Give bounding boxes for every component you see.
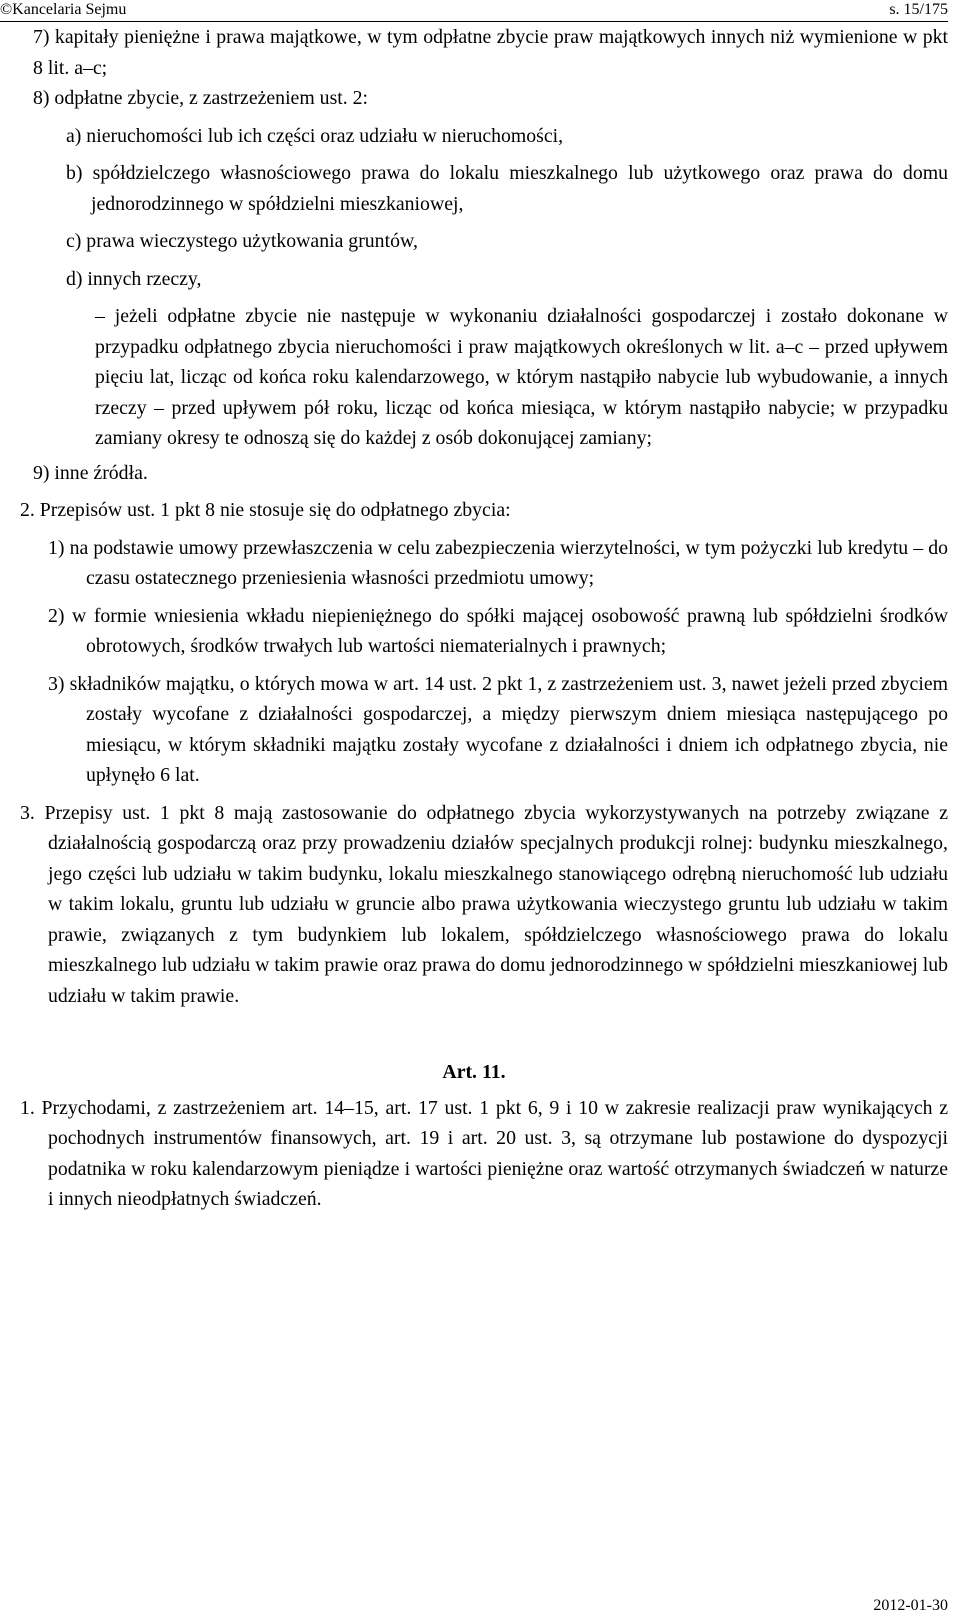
point-8-letter-b: b) spółdzielczego własnościowego prawa do lokalu mieszkalnego lub użytkowego oraz prawa do domu jednorodzinnego w spółdzielni mieszkaniowej, bbox=[66, 162, 948, 215]
point-7: 7) kapitały pieniężne i prawa majątkowe, w tym odpłatne zbycie praw majątkowych innych niż wymienione w pkt 8 lit. a–c; bbox=[33, 26, 948, 79]
point-8-condition: – jeżeli odpłatne zbycie nie następuje w wykonaniu działalności gospodarczej i zostało dokonane w przypadku odpłatnego zbycia nieruchomości i praw majątkowych określonych w lit. a–c – przed upływem pięciu lat, licząc od końca roku kalendarzowego, w którym nastąpiło nabycie lub wybudowanie, a innych rzeczy – przed upływem pół roku, licząc od końca miesiąca, w którym nastąpiło nabycie; w przypadku zamiany okresy te odnoszą się do każdej z osób dokonującej zamiany; bbox=[95, 305, 948, 449]
article-heading: Art. 11. bbox=[442, 1061, 506, 1083]
header-page-number: s. 15/175 bbox=[889, 1, 948, 18]
document-body bbox=[0, 22, 948, 1215]
point-8-letter-c: c) prawa wieczystego użytkowania gruntów, bbox=[66, 230, 418, 252]
header-source: ©Kancelaria Sejmu bbox=[0, 1, 127, 18]
section-2-point-3: 3) składników majątku, o których mowa w art. 14 ust. 2 pkt 1, z zastrzeżeniem ust. 3, nawet jeżeli przed zbyciem zostały wycofane z działalności gospodarczej, a między pierwszym dniem miesiąca następującego po miesiącu, w którym składniki majątku zostały wycofane z działalności i dniem ich odpłatnego zbycia, nie upłynęło 6 lat. bbox=[48, 672, 948, 786]
point-8: 8) odpłatne zbycie, z zastrzeżeniem ust. 2: bbox=[33, 87, 369, 109]
point-8-letter-d: d) innych rzeczy, bbox=[66, 267, 202, 290]
point-8-letter-a: a) nieruchomości lub ich części oraz udziału w nieruchomości, bbox=[66, 124, 564, 147]
section-2-point-2: 2) w formie wniesienia wkładu niepieniężnego do spółki mającej osobowość prawną lub spółdzielni środków obrotowych, środków trwałych lub wartości niematerialnych i prawnych; bbox=[48, 604, 948, 657]
section-2: 2. Przepisów ust. 1 pkt 8 nie stosuje się do odpłatnego zbycia: bbox=[20, 499, 511, 521]
article-11-section-1: 1. Przychodami, z zastrzeżeniem art. 14–15, art. 17 ust. 1 pkt 6, 9 i 10 w zakresie realizacji praw wynikających z pochodnych instrumentów finansowych, art. 19 i art. 20 ust. 3, są otrzymane lub postawione do dyspozycji podatnika w roku kalendarzowym pieniądze i wartości pieniężne oraz wartość otrzymanych świadczeń w naturze i innych nieodpłatnych świadczeń. bbox=[20, 1096, 948, 1210]
point-9: 9) inne źródła. bbox=[33, 461, 148, 484]
footer-date: 2012-01-30 bbox=[873, 1597, 948, 1614]
section-3: 3. Przepisy ust. 1 pkt 8 mają zastosowanie do odpłatnego zbycia wykorzystywanych na potrzeby związane z działalnością gospodarczą oraz przy prowadzeniu działów specjalnych produkcji rolnej: budynku mieszkalnego, jego części lub udziału w takim budynku, lokalu mieszkalnego stanowiącego odrębną nieruchomość lub udziału w takim lokalu, gruntu lub udziału w gruncie albo prawa użytkowania wieczystego gruntu lub udziału w takim prawie, związanych z tym budynkiem lub lokalem, spółdzielczego własnościowego prawa do lokalu mieszkalnego lub udziału w takim prawie oraz prawa do domu jednorodzinnego w spółdzielni mieszkaniowej lub udziału w takim prawie. bbox=[20, 801, 948, 1007]
section-2-point-1: 1) na podstawie umowy przewłaszczenia w celu zabezpieczenia wierzytelności, w tym pożyczki lub kredytu – do czasu ostatecznego przeniesienia własności przedmiotu umowy; bbox=[48, 536, 948, 589]
